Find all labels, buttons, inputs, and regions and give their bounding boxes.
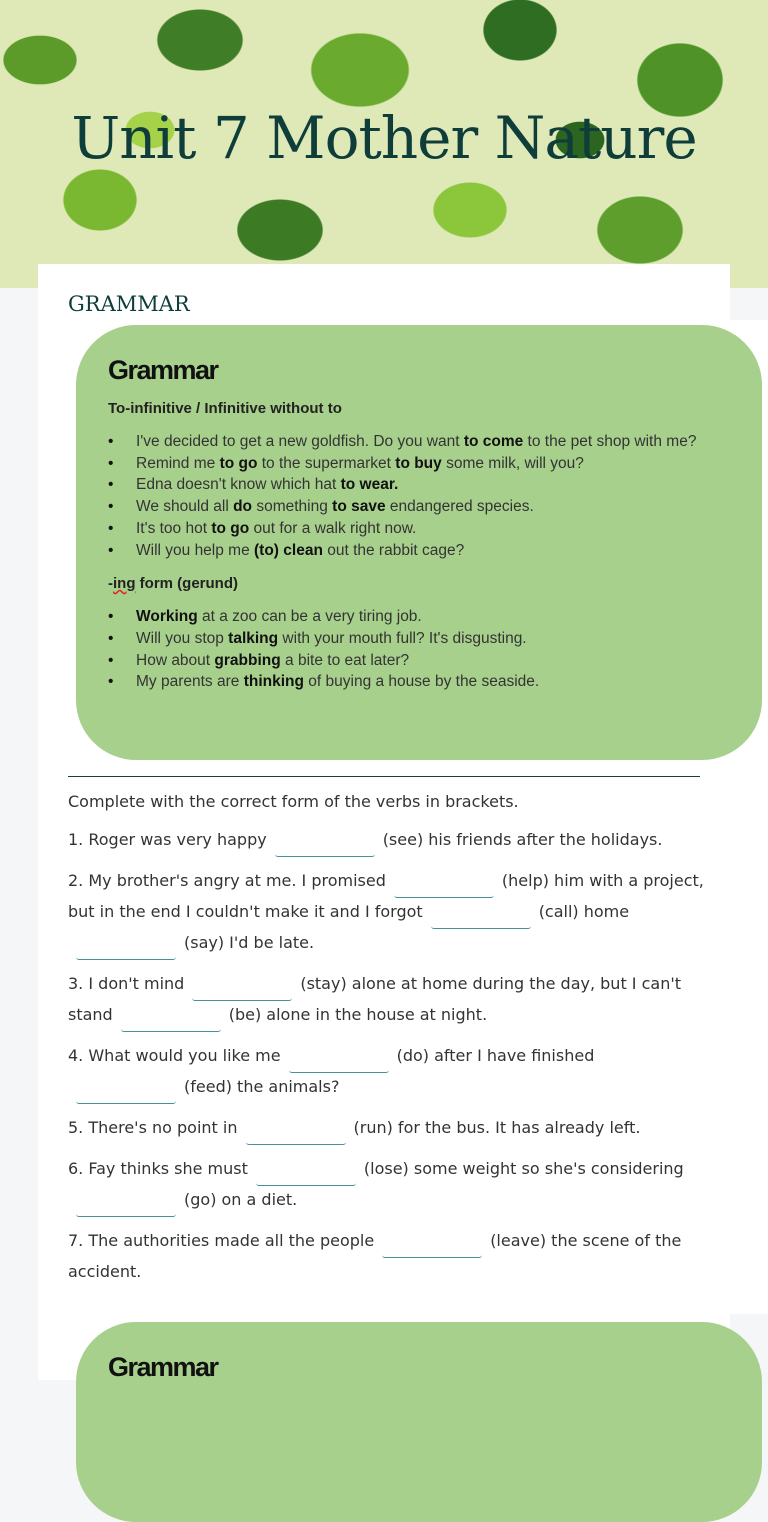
answer-blank[interactable] [431,909,531,929]
example-text: I've decided to get a new goldfish. Do you want [136,433,464,450]
exercise-text: 7. The authorities made all the people [68,1231,375,1250]
example-text: thinking [243,673,304,691]
grammar-box [76,325,762,760]
exercise-text: (see) his friends after the holidays. [382,830,663,849]
example-item [108,540,730,562]
example-text: at a zoo can be a very tiring job. [197,608,422,626]
answer-blank[interactable] [76,940,176,960]
exercise-text: (feed) the animals? [184,1077,340,1096]
example-text: How about [136,651,215,669]
example-text: to go [211,519,250,537]
example-text: to come [463,433,524,450]
answer-blank[interactable] [256,1166,356,1186]
exercise-item [68,1114,708,1145]
example-text: do [233,498,253,516]
exercise [68,788,708,1296]
answer-blank[interactable] [246,1125,346,1145]
exercise-text: 5. There's no point in [68,1118,238,1137]
example-text: Edna doesn't know which hat [136,476,341,494]
grammar-subheading-gerund [108,575,730,592]
answer-blank[interactable] [289,1053,389,1073]
example-text: We should all [136,498,234,516]
example-text: My parents are [136,673,244,691]
example-item [108,431,730,453]
exercise-text: 3. I don't mind [68,974,185,993]
answer-blank[interactable] [275,837,375,857]
example-item [108,496,730,518]
grammar-heading-2: Grammar [108,1352,218,1382]
grammar-subheading-infinitive: To-infinitive / Infinitive without to [108,400,342,417]
example-text: to the supermarket [257,454,396,472]
example-text: something [252,498,333,516]
header-jungle-banner [0,0,768,288]
exercise-text: (be) alone in the house at night. [228,1005,488,1024]
exercise-text: 4. What would you like me [68,1046,281,1065]
answer-blank[interactable] [76,1084,176,1104]
example-text: with your mouth full? It's disgusting. [278,629,527,647]
exercise-text: (go) on a diet. [184,1190,298,1209]
exercise-text: (leave) the scene of the accident. [68,1231,682,1281]
answer-blank[interactable] [121,1012,221,1032]
example-text: Will you help me [136,541,255,559]
example-text: to the pet shop with me? [523,433,697,450]
example-text: to go [219,454,258,472]
example-text: (to) clean [254,541,323,559]
exercise-instruction: Complete with the correct form of the verbs in brackets. [68,792,519,811]
example-item [108,453,730,475]
answer-blank[interactable] [76,1197,176,1217]
exercise-text: (say) I'd be late. [184,933,315,952]
exercise-item [68,970,708,1032]
exercise-item [68,1155,708,1217]
example-text: to wear. [340,476,399,494]
divider [68,776,700,777]
answer-blank[interactable] [394,878,494,898]
example-text: endangered species. [385,498,534,516]
example-text: to save [332,498,386,516]
exercise-text: 6. Fay thinks she must [68,1159,248,1178]
example-item [108,671,730,693]
example-item [108,474,730,496]
example-text: a bite to eat later? [280,651,410,669]
example-text: to buy [395,454,442,472]
sub2-prefix: - [108,575,113,593]
example-text: Working [136,608,198,626]
example-text: talking [228,629,279,647]
exercise-item [68,1227,708,1286]
example-text: out the rabbit cage? [322,541,465,559]
example-item [108,606,730,628]
answer-blank[interactable] [382,1238,482,1258]
section-title: GRAMMAR [68,292,190,316]
exercise-item [68,1042,708,1104]
exercise-text: (lose) some weight so she's considering [363,1159,684,1178]
example-item [108,628,730,650]
exercise-text: 1. Roger was very happy [68,830,267,849]
sub2-rest: form (gerund) [135,575,238,593]
infinitive-examples [108,431,730,561]
example-text: grabbing [214,651,281,669]
exercise-text: (do) after I have finished [396,1046,595,1065]
example-item [108,650,730,672]
sub2-ing: ing [113,575,136,593]
example-text: It's too hot [136,519,212,537]
exercise-text: (run) for the bus. It has already left. [353,1118,641,1137]
exercise-text: 2. My brother's angry at me. I promised [68,871,386,890]
exercise-item [68,867,708,960]
example-item [108,518,730,540]
example-text: some milk, will you? [441,454,584,472]
exercise-text: (stay) alone at home during the day, but I can't stand [68,974,682,1024]
example-text: Remind me [136,454,220,472]
exercise-text: (help) him with a project, but in the end I couldn't make it and I forgot [68,871,704,921]
exercise-item [68,826,708,857]
example-text: of buying a house by the seaside. [303,673,540,691]
grammar-box-2 [76,1322,762,1522]
example-text: out for a walk right now. [249,519,417,537]
gerund-examples [108,606,730,693]
exercise-text: (call) home [538,902,630,921]
page-title: Unit 7 Mother Nature [71,104,697,172]
example-text: Will you stop [136,629,229,647]
grammar-heading: Grammar [108,355,218,385]
answer-blank[interactable] [192,981,292,1001]
